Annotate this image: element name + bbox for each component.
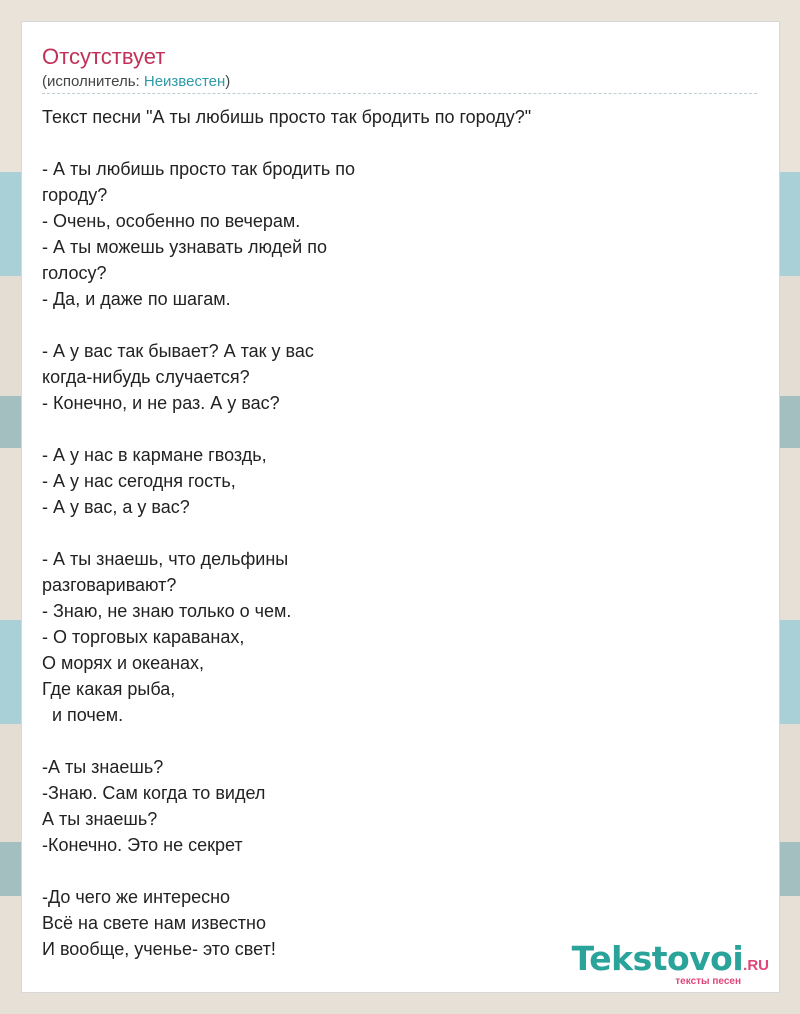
- artist-prefix: (исполнитель:: [42, 73, 144, 90]
- logo-tagline: тексты песен: [675, 976, 741, 987]
- header-divider: [42, 93, 757, 94]
- artist-suffix: ): [225, 73, 231, 90]
- song-title[interactable]: Отсутствует: [42, 44, 166, 69]
- site-logo[interactable]: [559, 939, 769, 988]
- logo-domain-suffix: .RU: [743, 957, 769, 974]
- logo-wordmark: Tekstovoi: [571, 939, 744, 978]
- lyrics-text: Текст песни "А ты любишь просто так бродить по городу?" - А ты любишь просто так бродить по городу? - Очень, особенно по вечерам. - А ты можешь узнавать людей по голосу? - Да, и даже по шагам. - А у вас так бывает? А так у вас когда-нибудь случается? - Конечно, и не раз. А у вас? - А у нас в кармане гвоздь, - А у нас сегодня гость, - А у вас, а у вас? - А ты знаешь, что дельфины разговаривают? - Знаю, не знаю только о чем. - О торговых караванах, О морях и океанах, Где какая рыба, и почем. -А ты знаешь? -Знаю. Сам когда то видел А ты знаешь? -Конечно. Это не секрет -До чего же интересно Всё на свете нам известно И вообще, ученье- это свет!: [42, 107, 532, 959]
- lyrics-card: [22, 22, 779, 992]
- artist-link[interactable]: Неизвестен: [143, 73, 226, 90]
- artist-line: [42, 72, 230, 92]
